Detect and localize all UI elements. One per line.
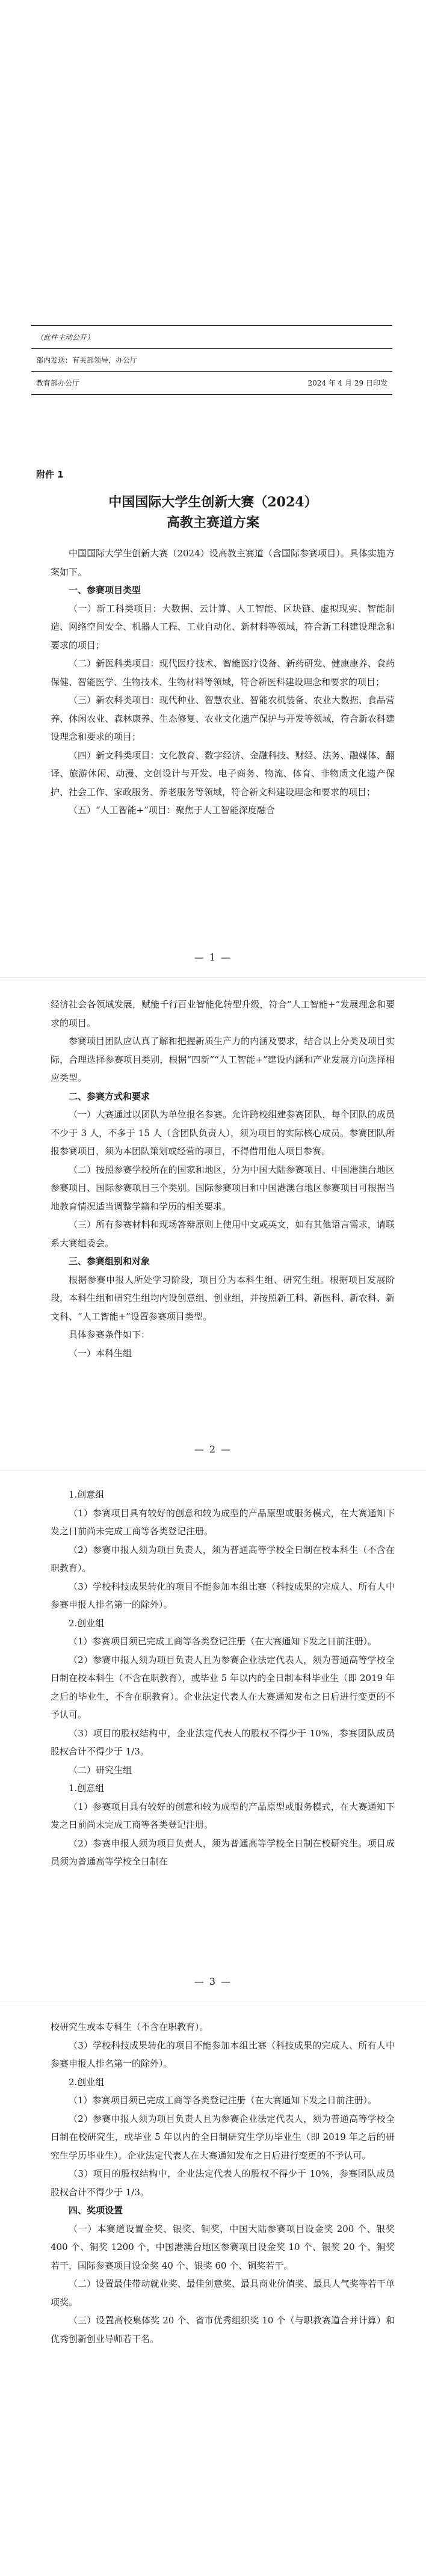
paragraph-continuation: 经济社会各领域发展，赋能千行百业智能化转型升级，符合“人工智能+”发展理念和要求的项目。: [51, 999, 395, 1028]
paragraph: （2）参赛申报人须为项目负责人，须为普通高等学校全日制在校本科生（不含在职教育）。: [51, 1544, 395, 1573]
paragraph: 参赛项目团队应认真了解和把握新质生产力的内涵及要求，结合以上分类及项目实际，合理选择参赛项目类别，根据“四新”“人工智能+”建设内涵和产业发展方向选择相应类型。: [51, 1036, 395, 1083]
body-page-3: [51, 1486, 395, 1871]
body-page-4: [51, 2018, 395, 2348]
paragraph: （1）参赛项目须已完成工商等各类登记注册（在大赛通知下发之日前注册）。: [69, 1636, 377, 1647]
paragraph: （二）研究生组: [69, 1764, 132, 1775]
paragraph: 1.创意组: [69, 1489, 105, 1500]
paragraph: （3）学校科技成果转化的项目不能参加本组比赛（科技成果的完成人、所有人中参赛申报人排名第一的除外）。: [51, 1581, 395, 1610]
issuer-name: 教育部办公厅: [36, 379, 80, 387]
section-heading: 四、奖项设置: [69, 2205, 123, 2216]
body-page-1: [51, 544, 395, 820]
paragraph: 具体参赛条件如下：: [69, 1329, 150, 1340]
paragraph: 2.创业组: [69, 1617, 105, 1629]
paragraph: （1）参赛项目具有较好的创意和较为成型的产品原型或服务模式，在大赛通知下发之日前尚未完成工商等各类登记注册。: [51, 1801, 395, 1830]
attachment-label: 附件 1: [36, 469, 64, 480]
paragraph: （三）所有参赛材料和现场答辩原则上使用中文或英文，如有其他语言需求，请联系大赛组委会。: [51, 1219, 395, 1249]
print-date: 2024 年 4 月 29 日印发: [307, 379, 387, 387]
section-heading: 一、参赛项目类型: [69, 585, 141, 595]
paragraph: （一）本赛道设置金奖、银奖、铜奖，中国大陆参赛项目设金奖 200 个、银奖 400 个、铜奖 1200 个，中国港澳台地区参赛项目设金奖 10 个、银奖 20 个、铜奖若干，国际参赛项目设金奖 40 个、银奖 60 个、铜奖若干。: [51, 2223, 395, 2271]
section-heading: 三、参赛组别和对象: [69, 1256, 150, 1267]
document-title-line2: 高教主赛道方案: [166, 515, 259, 530]
issuer-line: [31, 372, 392, 395]
paragraph: （2）参赛申报人须为项目负责人且为参赛企业法定代表人，须为普通高等学校全日制在校本科生（不含在职教育），或毕业 5 年以内的全日制本科毕业生（即 2019 年之后的毕业生，不含在职教育）。企业法定代表人在大赛通知发布之日后进行变更的不予认可。: [51, 1654, 395, 1720]
paragraph: （一）新工科类项目：大数据、云计算、人工智能、区块链、虚拟现实、智能制造、网络空间安全、机器人工程、工业自动化、新材料等领域，符合新工科建设理念和要求的项目；: [51, 603, 395, 651]
paragraph: （1）参赛项目具有较好的创意和较为成型的产品原型或服务模式，在大赛通知下发之日前尚未完成工商等各类登记注册。: [51, 1507, 395, 1537]
body-page-2: [51, 995, 395, 1362]
paragraph: （1）参赛项目须已完成工商等各类登记注册（在大赛通知下发之日前注册）。: [69, 2095, 377, 2106]
copy-to-line: 部内发送：有关部领导，办公厅: [31, 349, 392, 372]
paragraph: （3）项目的股权结构中，企业法定代表人的股权不得少于 10%，参赛团队成员股权合计不得少于 1/3。: [51, 2168, 395, 2198]
section-heading: 二、参赛方式和要求: [69, 1090, 150, 1102]
paragraph: 根据参赛申报人所处学习阶段，项目分为本科生组、研究生组。根据项目发展阶段，本科生组和研究生组均内设创意组、创业组，并按照新工科、新医科、新农科、新文科、“人工智能+”设置参赛项目类型。: [51, 1274, 395, 1322]
paragraph: （四）新文科类项目：文化教育、数字经济、金融科技、财经、法务、融媒体、翻译、旅游休闲、动漫、文创设计与开发、电子商务、物流、体育、非物质文化遗产保护、社会工作、家政服务、养老服务等领域，符合新文科建设理念和要求的项目；: [51, 749, 395, 798]
paragraph: 2.创业组: [69, 2076, 105, 2088]
paragraph: （五）“人工智能+”项目：聚焦于人工智能深度融合: [69, 805, 275, 816]
paragraph: 中国国际大学生创新大赛（2024）设高教主赛道（含国际参赛项目）。具体实施方案如下。: [51, 548, 395, 577]
paragraph: （二）按照参赛学校所在的国家和地区，分为中国大陆参赛项目、中国港澳台地区参赛项目、国际参赛项目三个类别。国际参赛项目和中国港澳台地区参赛项目可根据当地教育情况适当调整学籍和学历的相关要求。: [51, 1164, 395, 1212]
paragraph: （二）新医科类项目：现代医疗技术、智能医疗设备、新药研发、健康康养、食药保健、智能医学、生物技术、生物材料等领域，符合新医科建设理念和要求的项目；: [51, 658, 395, 687]
paragraph: （2）参赛申报人须为项目负责人，须为普通高等学校全日制在校研究生。项目成员须为普通高等学校全日制在: [51, 1837, 395, 1867]
document-title-line1: 中国国际大学生创新大赛（2024）: [108, 494, 318, 510]
paragraph: （三）设置高校集体奖 20 个、省市优秀组织奖 10 个（与职教赛道合并计算）和优秀创新创业导师若干名。: [51, 2315, 395, 2344]
paragraph: （一）大赛通过以团队为单位报名参赛。允许跨校组建参赛团队，每个团队的成员不少于 3 人，不多于 15 人（含团队负责人），须为项目的实际核心成员。参赛团队所报参赛项目，须为本团队策划或经营的项目，不得借用他人项目参赛。: [51, 1109, 395, 1157]
paragraph: （三）新农科类项目：现代种业、智慧农业、智能农机装备、农业大数据、食品营养、休闲农业、森林康养、生态修复、农业文化遗产保护与开发等领域，符合新农科建设理念和要求的项目；: [51, 695, 395, 742]
page-number-1: — 1 —: [194, 951, 232, 963]
paragraph: （2）参赛申报人须为项目负责人且为参赛企业法定代表人，须为普通高等学校全日制在校研究生，或毕业 5 年以内的全日制研究生学历毕业生（即 2019 年之后的研究生学历毕业生）。企业法定代表人在大赛通知发布之日后进行变更的不予认可。: [51, 2113, 395, 2161]
paragraph: （二）设置最佳带动就业奖、最佳创意奖、最具商业价值奖、最具人气奖等若干单项奖。: [51, 2278, 395, 2308]
paragraph: （3）项目的股权结构中，企业法定代表人的股权不得少于 10%，参赛团队成员股权合计不得少于 1/3。: [51, 1727, 395, 1757]
page-separator: [0, 977, 426, 978]
paragraph: （3）学校科技成果转化的项目不能参加本组比赛（科技成果的完成人、所有人中参赛申报人排名第一的除外）。: [51, 2040, 395, 2069]
public-notice: （此件主动公开）: [31, 325, 392, 349]
page-number-3: — 3 —: [194, 1976, 232, 1987]
paragraph: （一）本科生组: [69, 1347, 132, 1359]
paragraph-continuation: 校研究生或本专科生（不含在职教育）。: [51, 2021, 209, 2032]
paragraph: 1.创意组: [69, 1783, 105, 1794]
page-number-2: — 2 —: [194, 1443, 232, 1455]
distribution-block: [31, 325, 392, 395]
